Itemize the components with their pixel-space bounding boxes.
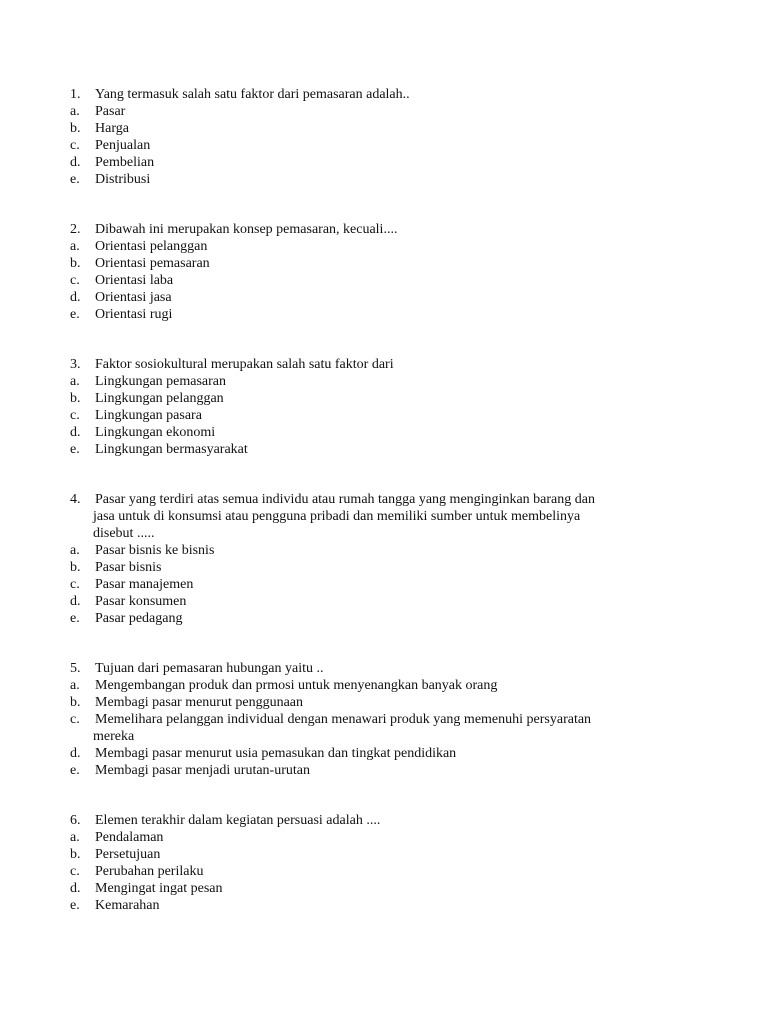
option-text: Orientasi jasa [95, 290, 172, 305]
answer-option [0, 137, 768, 154]
option-letter: b. [70, 560, 81, 575]
option-text: Pasar bisnis ke bisnis [95, 543, 215, 558]
answer-option [0, 120, 768, 137]
option-letter: b. [70, 847, 81, 862]
question-text: Faktor sosiokultural merupakan salah satu faktor dari [95, 357, 394, 372]
option-letter: d. [70, 425, 81, 440]
question-line [0, 812, 768, 829]
answer-option [0, 306, 768, 323]
question-line [0, 221, 768, 238]
option-letter: e. [70, 763, 80, 778]
answer-option [0, 762, 768, 779]
question-block [0, 491, 768, 627]
option-letter: a. [70, 104, 80, 119]
question-block [0, 221, 768, 323]
option-letter: b. [70, 391, 81, 406]
question-line [0, 86, 768, 103]
option-letter: a. [70, 239, 80, 254]
question-text: Elemen terakhir dalam kegiatan persuasi adalah .... [95, 813, 381, 828]
answer-option [0, 846, 768, 863]
answer-option [0, 441, 768, 458]
question-block [0, 812, 768, 914]
option-letter: c. [70, 712, 80, 727]
option-letter: d. [70, 881, 81, 896]
option-text: Membagi pasar menurut penggunaan [95, 695, 303, 710]
question-text: Pasar yang terdiri atas semua individu atau rumah tangga yang menginginkan barang dan [95, 492, 595, 507]
option-letter: e. [70, 172, 80, 187]
option-text: Mengembangan produk dan prmosi untuk menyenangkan banyak orang [95, 678, 498, 693]
answer-option [0, 272, 768, 289]
option-letter: b. [70, 695, 81, 710]
answer-option [0, 255, 768, 272]
option-letter: a. [70, 678, 80, 693]
option-text: Lingkungan bermasyarakat [95, 442, 248, 457]
option-letter: c. [70, 408, 80, 423]
option-letter: c. [70, 138, 80, 153]
option-text: Orientasi pelanggan [95, 239, 208, 254]
option-letter: d. [70, 155, 81, 170]
answer-option [0, 103, 768, 120]
option-letter: e. [70, 898, 80, 913]
question-number: 5. [70, 661, 81, 676]
option-text: Pasar konsumen [95, 594, 187, 609]
option-letter: a. [70, 374, 80, 389]
option-text: Pasar manajemen [95, 577, 194, 592]
option-letter: d. [70, 290, 81, 305]
question-line [0, 356, 768, 373]
option-text: Lingkungan ekonomi [95, 425, 216, 440]
option-letter: a. [70, 830, 80, 845]
option-text: Pasar bisnis [95, 560, 162, 575]
option-letter: b. [70, 256, 81, 271]
option-text: Harga [95, 121, 129, 136]
answer-option [0, 694, 768, 711]
answer-option [0, 745, 768, 762]
question-line [0, 525, 768, 542]
answer-option [0, 593, 768, 610]
document-page [0, 86, 768, 947]
option-text: Penjualan [95, 138, 151, 153]
question-number: 2. [70, 222, 81, 237]
question-line [0, 660, 768, 677]
option-letter: c. [70, 864, 80, 879]
option-text: Pendalaman [95, 830, 164, 845]
option-text: Persetujuan [95, 847, 161, 862]
option-text: Orientasi laba [95, 273, 174, 288]
answer-option [0, 238, 768, 255]
answer-option [0, 559, 768, 576]
option-letter: d. [70, 746, 81, 761]
option-letter: e. [70, 442, 80, 457]
option-text: Pembelian [95, 155, 155, 170]
question-text: Yang termasuk salah satu faktor dari pemasaran adalah.. [95, 87, 410, 102]
answer-option [0, 407, 768, 424]
answer-option [0, 390, 768, 407]
option-letter: d. [70, 594, 81, 609]
answer-option [0, 154, 768, 171]
option-text: Kemarahan [95, 898, 160, 913]
question-text: Tujuan dari pemasaran hubungan yaitu .. [95, 661, 324, 676]
option-letter: e. [70, 611, 80, 626]
question-number: 4. [70, 492, 81, 507]
question-text: Dibawah ini merupakan konsep pemasaran, kecuali.... [95, 222, 398, 237]
option-letter: c. [70, 577, 80, 592]
answer-option [0, 576, 768, 593]
option-text: Memelihara pelanggan individual dengan menawari produk yang memenuhi persyaratan [95, 712, 592, 727]
option-letter: a. [70, 543, 80, 558]
answer-option [0, 728, 768, 745]
option-letter: b. [70, 121, 81, 136]
answer-option [0, 289, 768, 306]
answer-option [0, 677, 768, 694]
answer-option [0, 171, 768, 188]
question-number: 3. [70, 357, 81, 372]
option-letter: e. [70, 307, 80, 322]
option-text: Pasar pedagang [95, 611, 183, 626]
option-text: Orientasi rugi [95, 307, 173, 322]
answer-option [0, 424, 768, 441]
option-text: Lingkungan pelanggan [95, 391, 224, 406]
question-block [0, 356, 768, 458]
option-text: Membagi pasar menurut usia pemasukan dan tingkat pendidikan [95, 746, 457, 761]
answer-option [0, 829, 768, 846]
option-text: mereka [93, 729, 135, 744]
question-number: 1. [70, 87, 81, 102]
option-text: Lingkungan pasara [95, 408, 202, 423]
question-block [0, 660, 768, 779]
answer-option [0, 373, 768, 390]
option-text: Perubahan perilaku [95, 864, 204, 879]
option-text: Orientasi pemasaran [95, 256, 210, 271]
option-text: Membagi pasar menjadi urutan-urutan [95, 763, 310, 778]
question-block [0, 86, 768, 188]
option-text: Pasar [95, 104, 126, 119]
answer-option [0, 863, 768, 880]
question-line [0, 491, 768, 508]
answer-option [0, 897, 768, 914]
answer-option [0, 610, 768, 627]
answer-option [0, 711, 768, 728]
question-text: disebut ..... [93, 526, 155, 541]
answer-option [0, 880, 768, 897]
option-text: Mengingat ingat pesan [95, 881, 223, 896]
option-text: Lingkungan pemasaran [95, 374, 227, 389]
question-line [0, 508, 768, 525]
option-letter: c. [70, 273, 80, 288]
question-number: 6. [70, 813, 81, 828]
option-text: Distribusi [95, 172, 151, 187]
answer-option [0, 542, 768, 559]
question-text: jasa untuk di konsumsi atau pengguna pribadi dan memiliki sumber untuk membelinya [93, 509, 581, 524]
